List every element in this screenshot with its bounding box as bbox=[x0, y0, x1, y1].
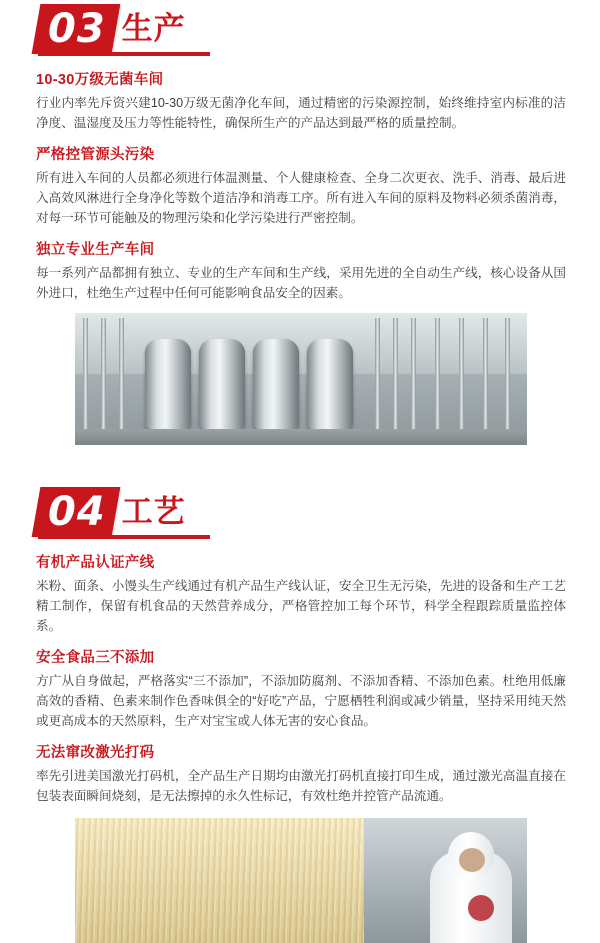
section-content-04 bbox=[36, 551, 566, 806]
block-heading: 无法窜改激光打码 bbox=[36, 745, 155, 761]
section-title: 生产 bbox=[121, 11, 186, 46]
section-number-badge bbox=[32, 487, 120, 537]
block-heading: 严格控管源头污染 bbox=[36, 147, 155, 163]
block-paragraph: 米粉、面条、小馒头生产线通过有机产品生产线认证，安全卫生无污染，先进的设备和生产工艺精工制作，保留有机食品的天然营养成分，严格管控加工每个环节，科学全程跟踪质量监控体系。 bbox=[36, 579, 566, 633]
section-underline bbox=[38, 535, 210, 539]
block-paragraph: 所有进入车间的人员都必须进行体温测量、个人健康检查、全身二次更衣、洗手、消毒、最后进入高效风淋进行全身净化等数个道洁净和消毒工序。所有进入车间的原料及物料必须杀菌消毒，对每一环节可能触及的物理污染和化学污染进行严密控制。 bbox=[36, 171, 566, 225]
noodles-illustration bbox=[75, 818, 364, 943]
section-number-text: 04 bbox=[48, 489, 106, 535]
block-paragraph: 每一系列产品都拥有独立、专业的生产车间和生产线，采用先进的全自动生产线，核心设备从国外进口，杜绝生产过程中任何可能影响食品安全的因素。 bbox=[36, 266, 566, 300]
section-title: 工艺 bbox=[121, 494, 186, 529]
factory-photo bbox=[75, 313, 527, 445]
section-heading-04 bbox=[36, 483, 600, 541]
block-heading: 独立专业生产车间 bbox=[36, 242, 155, 258]
block-paragraph: 率先引进美国激光打码机，全产品生产日期均由激光打码机直接打印生成，通过激光高温直接在包装表面瞬间烧刻，是无法擦掉的永久性标记，有效杜绝并控管产品流通。 bbox=[36, 769, 566, 803]
noodle-production-photo bbox=[75, 818, 527, 943]
block-paragraph: 行业内率先斥资兴建10-30万级无菌净化车间，通过精密的污染源控制，始终维持室内标准的洁净度、温湿度及压力等性能特性，确保所生产的产品达到最严格的质量控制。 bbox=[36, 96, 566, 130]
section-heading-03 bbox=[36, 0, 600, 58]
block-heading: 安全食品三不添加 bbox=[36, 650, 155, 666]
block-heading: 有机产品认证产线 bbox=[36, 555, 155, 571]
factory-tanks-illustration bbox=[75, 313, 527, 445]
worker-illustration bbox=[364, 818, 527, 943]
block-paragraph: 方广从自身做起，严格落实“三不添加”，不添加防腐剂、不添加香精、不添加色素。杜绝用低廉高效的香精、色素来制作色香味俱全的“好吃”产品，宁愿栖牲利润或减少销量，坚持采用纯天然或更高成本的天然原料，生产对宝宝或人体无害的安心食品。 bbox=[36, 674, 566, 728]
block-heading: 10-30万级无菌车间 bbox=[36, 72, 164, 88]
section-number-text: 03 bbox=[48, 6, 106, 52]
section-number-badge bbox=[32, 4, 120, 54]
section-underline bbox=[38, 52, 210, 56]
section-content-03 bbox=[36, 68, 566, 303]
